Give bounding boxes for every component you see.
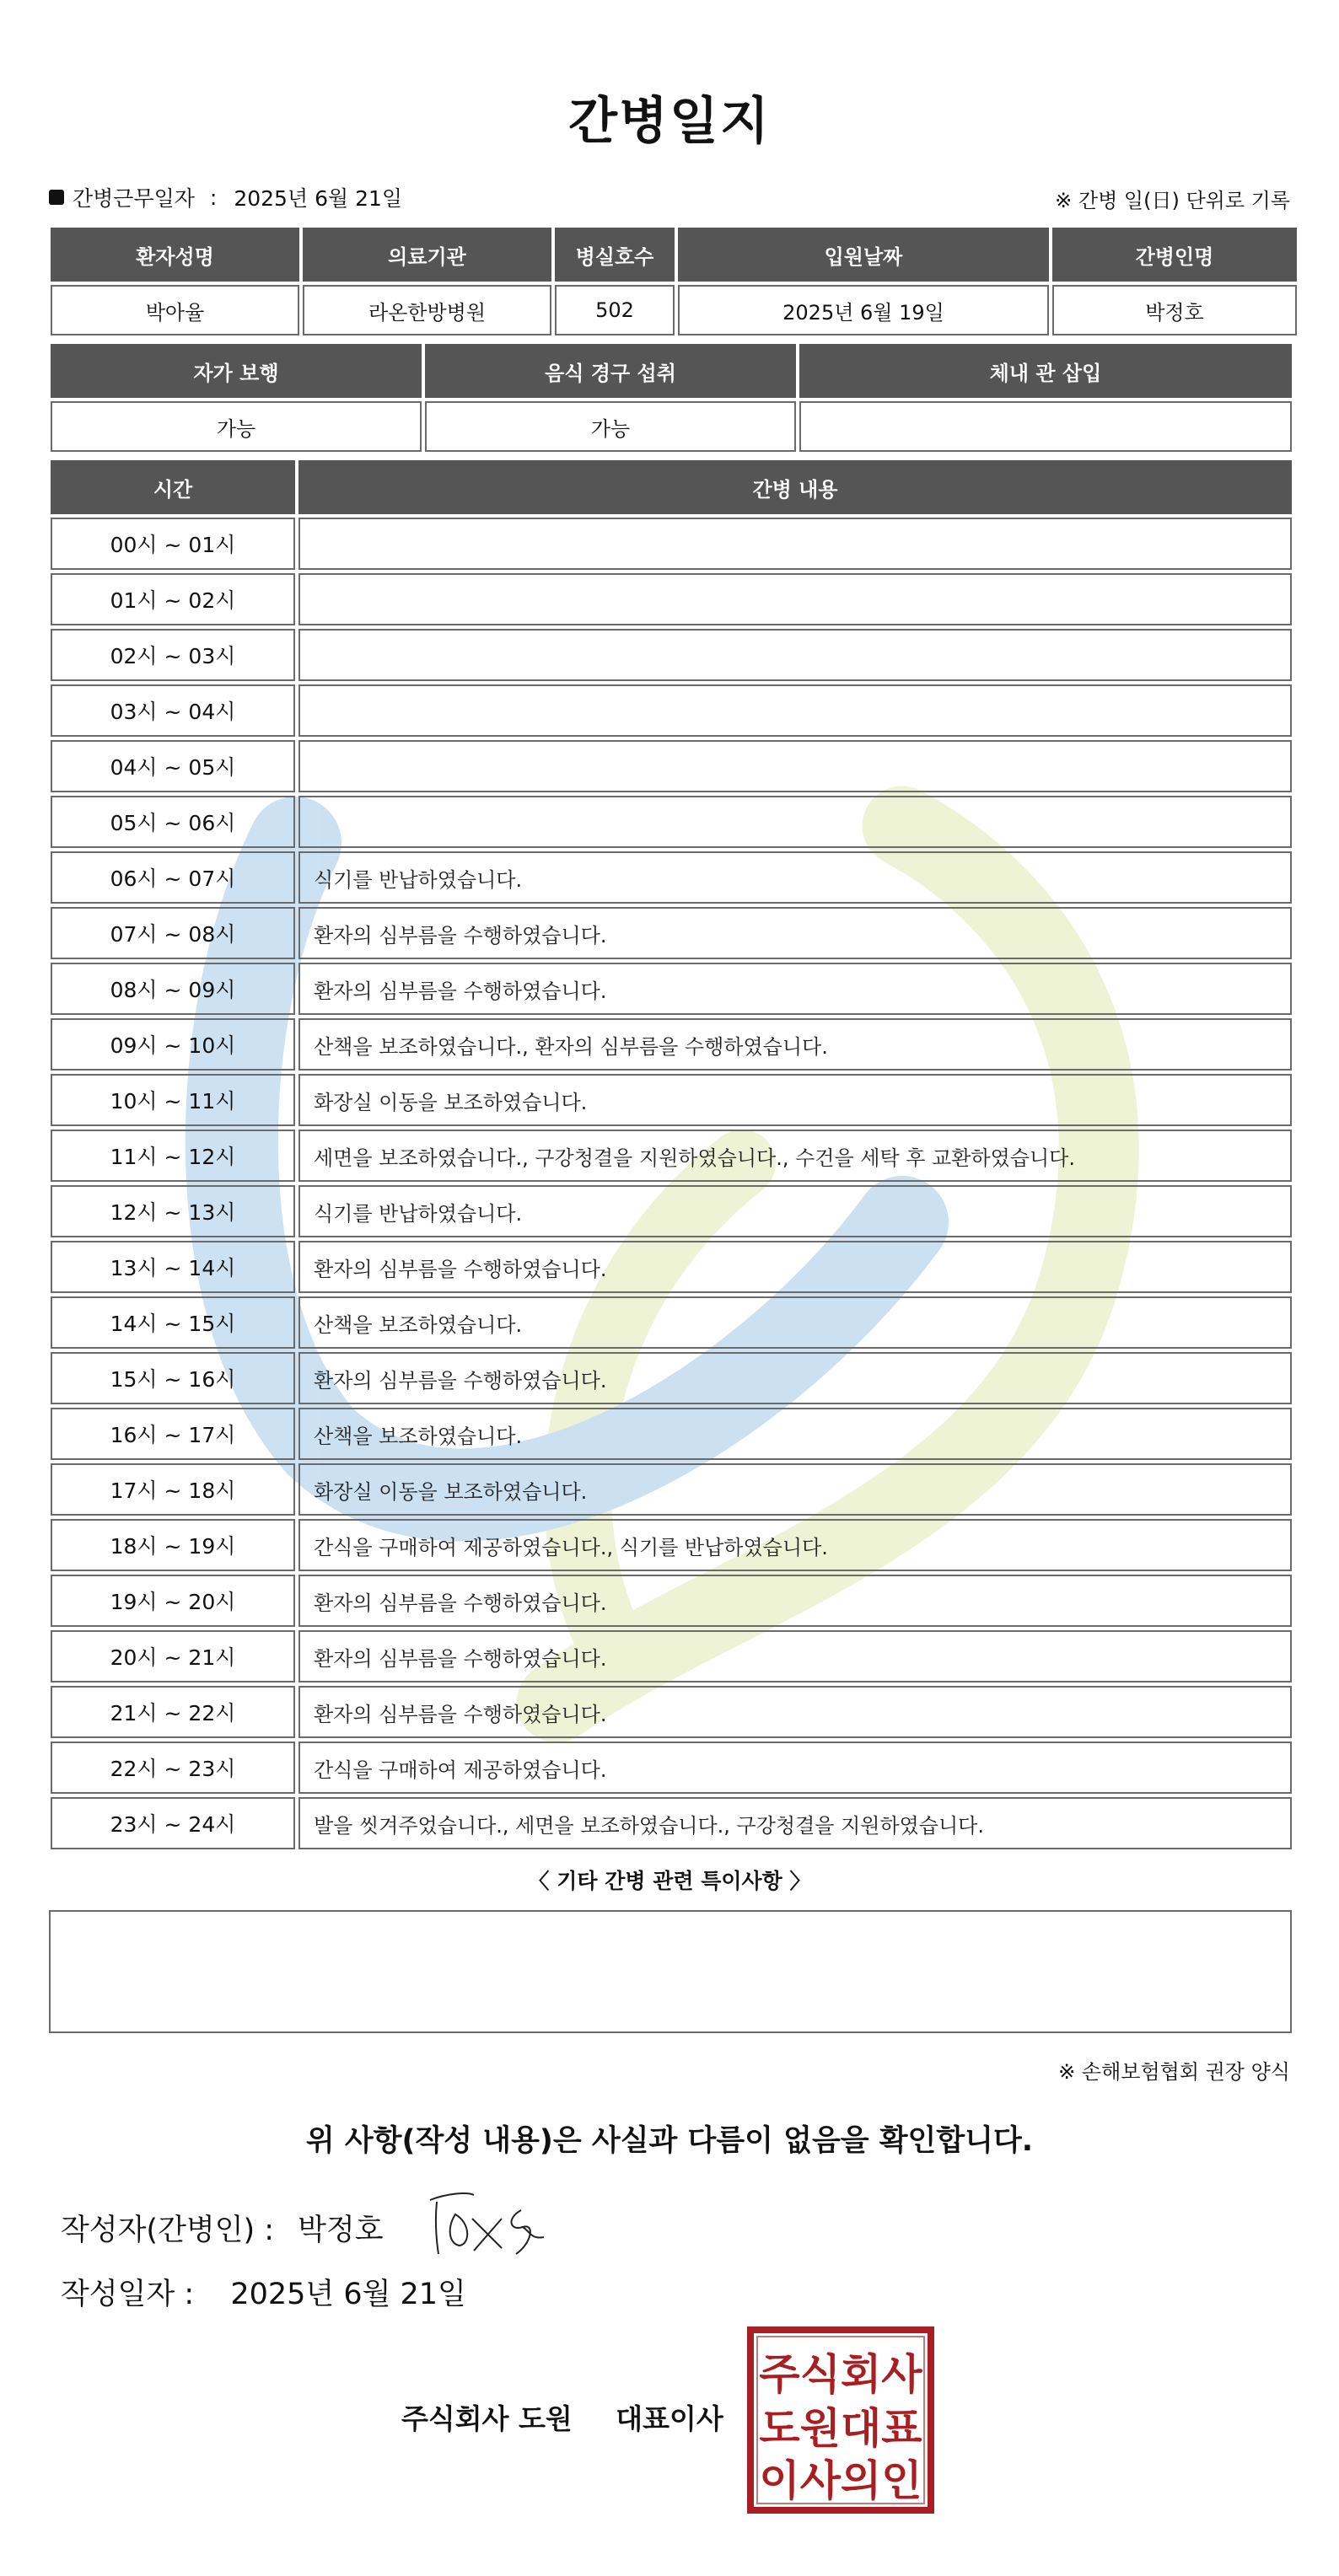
care-log-row bbox=[51, 518, 1292, 570]
care-content-cell bbox=[298, 629, 1292, 681]
time-slot-cell: 02시 ~ 03시 bbox=[51, 629, 295, 681]
care-content-cell: 산책을 보조하였습니다. bbox=[298, 1296, 1292, 1349]
tube-insertion-cell bbox=[799, 401, 1292, 452]
time-slot-cell: 08시 ~ 09시 bbox=[51, 963, 295, 1015]
care-log-row bbox=[51, 1296, 1292, 1349]
time-slot-cell: 00시 ~ 01시 bbox=[51, 518, 295, 570]
care-log-row bbox=[51, 1185, 1292, 1237]
written-date-line bbox=[61, 2271, 466, 2313]
care-content-cell: 식기를 반납하였습니다. bbox=[298, 1185, 1292, 1237]
care-log-row bbox=[51, 1130, 1292, 1182]
time-slot-cell: 04시 ~ 05시 bbox=[51, 740, 295, 792]
header-oral-intake: 음식 경구 섭취 bbox=[425, 344, 796, 398]
oral-intake-cell: 가능 bbox=[425, 401, 796, 452]
care-content-cell: 환자의 심부름을 수행하였습니다. bbox=[298, 1630, 1292, 1682]
care-content-cell: 화장실 이동을 보조하였습니다. bbox=[298, 1463, 1292, 1516]
care-log-row bbox=[51, 963, 1292, 1015]
care-log-row bbox=[51, 1630, 1292, 1682]
svg-text:이사의인: 이사의인 bbox=[759, 2456, 922, 2505]
time-slot-cell: 14시 ~ 15시 bbox=[51, 1296, 295, 1349]
care-log-row bbox=[51, 907, 1292, 959]
patient-info-table bbox=[47, 224, 1300, 339]
company-seal-stamp bbox=[745, 2325, 936, 2515]
room-number-cell: 502 bbox=[555, 285, 675, 335]
care-content-cell: 환자의 심부름을 수행하였습니다. bbox=[298, 1575, 1292, 1627]
care-log-row bbox=[51, 1686, 1292, 1738]
care-content-cell: 세면을 보조하였습니다., 구강청결을 지원하였습니다., 수건을 세탁 후 교환하였습니다. bbox=[298, 1130, 1292, 1182]
svg-text:도원대표: 도원대표 bbox=[759, 2404, 922, 2453]
care-log-row bbox=[51, 1074, 1292, 1126]
time-slot-cell: 10시 ~ 11시 bbox=[51, 1074, 295, 1126]
care-log-header-row bbox=[51, 460, 1292, 514]
care-log-row bbox=[51, 1408, 1292, 1460]
time-slot-cell: 18시 ~ 19시 bbox=[51, 1519, 295, 1571]
time-slot-cell: 16시 ~ 17시 bbox=[51, 1408, 295, 1460]
confirmation-statement: 위 사항(작성 내용)은 사실과 다름이 없음을 확인합니다. bbox=[305, 2124, 1034, 2158]
care-content-cell bbox=[298, 573, 1292, 625]
company-name: 주식회사 도원 bbox=[401, 2402, 573, 2435]
patient-name-cell: 박아율 bbox=[51, 285, 299, 335]
care-content-cell: 산책을 보조하였습니다., 환자의 심부름을 수행하였습니다. bbox=[298, 1018, 1292, 1071]
care-content-cell: 환자의 심부름을 수행하였습니다. bbox=[298, 907, 1292, 959]
header-patient-name: 환자성명 bbox=[51, 228, 299, 282]
care-content-cell: 화장실 이동을 보조하였습니다. bbox=[298, 1074, 1292, 1126]
time-slot-cell: 21시 ~ 22시 bbox=[51, 1686, 295, 1738]
time-slot-cell: 17시 ~ 18시 bbox=[51, 1463, 295, 1516]
care-content-cell: 발을 씻겨주었습니다., 세면을 보조하였습니다., 구강청결을 지원하였습니다. bbox=[298, 1797, 1292, 1849]
care-content-cell: 산책을 보조하였습니다. bbox=[298, 1408, 1292, 1460]
institution-cell: 라온한방병원 bbox=[303, 285, 551, 335]
care-log-row bbox=[51, 1797, 1292, 1849]
company-role: 대표이사 bbox=[616, 2402, 723, 2435]
care-content-cell: 간식을 구매하여 제공하였습니다. bbox=[298, 1741, 1292, 1794]
time-slot-cell: 11시 ~ 12시 bbox=[51, 1130, 295, 1182]
header-admission-date: 입원날짜 bbox=[678, 228, 1049, 282]
care-content-cell bbox=[298, 518, 1292, 570]
care-log-row bbox=[51, 1018, 1292, 1071]
header-caregiver-name: 간병인명 bbox=[1052, 228, 1297, 282]
work-date-label: 간병근무일자 bbox=[73, 186, 195, 211]
patient-info-value-row bbox=[51, 285, 1297, 335]
care-log-row bbox=[51, 1241, 1292, 1293]
care-log-row bbox=[51, 1741, 1292, 1794]
patient-status-value-row bbox=[51, 401, 1292, 452]
admission-date-cell: 2025년 6월 19일 bbox=[678, 285, 1049, 335]
time-slot-cell: 03시 ~ 04시 bbox=[51, 684, 295, 737]
care-log-row bbox=[51, 1519, 1292, 1571]
care-content-cell: 환자의 심부름을 수행하였습니다. bbox=[298, 963, 1292, 1015]
care-log-table bbox=[47, 457, 1295, 1853]
company-signatory bbox=[401, 2397, 723, 2437]
header-self-walking: 자가 보행 bbox=[51, 344, 422, 398]
patient-info-header-row bbox=[51, 228, 1297, 282]
work-date-line bbox=[49, 182, 402, 212]
time-slot-cell: 13시 ~ 14시 bbox=[51, 1241, 295, 1293]
care-log-row bbox=[51, 796, 1292, 848]
time-slot-cell: 06시 ~ 07시 bbox=[51, 851, 295, 904]
time-slot-cell: 12시 ~ 13시 bbox=[51, 1185, 295, 1237]
header-room-number: 병실호수 bbox=[555, 228, 675, 282]
special-notes-box bbox=[49, 1910, 1292, 2033]
care-content-cell: 간식을 구매하여 제공하였습니다., 식기를 반납하였습니다. bbox=[298, 1519, 1292, 1571]
care-content-cell: 환자의 심부름을 수행하였습니다. bbox=[298, 1241, 1292, 1293]
time-slot-cell: 20시 ~ 21시 bbox=[51, 1630, 295, 1682]
writer-name: 박정호 bbox=[298, 2214, 384, 2247]
care-content-cell: 식기를 반납하였습니다. bbox=[298, 851, 1292, 904]
care-log-row bbox=[51, 851, 1292, 904]
care-log-row bbox=[51, 1575, 1292, 1627]
association-note: ※ 손해보험협회 권장 양식 bbox=[1058, 2060, 1290, 2084]
work-date-colon: : bbox=[209, 185, 218, 210]
written-date-value: 2025년 6월 21일 bbox=[230, 2278, 466, 2311]
care-log-row bbox=[51, 1352, 1292, 1404]
time-slot-cell: 07시 ~ 08시 bbox=[51, 907, 295, 959]
care-content-cell bbox=[298, 796, 1292, 848]
patient-status-table bbox=[47, 341, 1295, 455]
time-slot-cell: 15시 ~ 16시 bbox=[51, 1352, 295, 1404]
header-tube-insertion: 체내 관 삽입 bbox=[799, 344, 1292, 398]
bullet-square-icon bbox=[49, 190, 64, 205]
time-slot-cell: 19시 ~ 20시 bbox=[51, 1575, 295, 1627]
care-log-row bbox=[51, 573, 1292, 625]
care-content-cell bbox=[298, 684, 1292, 737]
writer-label: 작성자(간병인) : bbox=[61, 2214, 275, 2247]
written-date-label: 작성일자 : bbox=[61, 2278, 195, 2311]
care-log-row bbox=[51, 740, 1292, 792]
time-slot-cell: 09시 ~ 10시 bbox=[51, 1018, 295, 1071]
page-title: 간병일지 bbox=[568, 92, 771, 151]
caregiver-name-cell: 박정호 bbox=[1052, 285, 1297, 335]
signature-image bbox=[422, 2185, 557, 2261]
care-content-cell: 환자의 심부름을 수행하였습니다. bbox=[298, 1686, 1292, 1738]
care-content-cell: 환자의 심부름을 수행하였습니다. bbox=[298, 1352, 1292, 1404]
care-log-row bbox=[51, 629, 1292, 681]
header-institution: 의료기관 bbox=[303, 228, 551, 282]
svg-text:주식회사: 주식회사 bbox=[759, 2350, 922, 2399]
care-log-row bbox=[51, 684, 1292, 737]
work-date-value: 2025년 6월 21일 bbox=[234, 186, 403, 211]
time-slot-cell: 23시 ~ 24시 bbox=[51, 1797, 295, 1849]
time-slot-cell: 22시 ~ 23시 bbox=[51, 1741, 295, 1794]
self-walking-cell: 가능 bbox=[51, 401, 422, 452]
patient-status-header-row bbox=[51, 344, 1292, 398]
record-unit-note: ※ 간병 일(日) 단위로 기록 bbox=[1055, 189, 1290, 212]
time-slot-cell: 05시 ~ 06시 bbox=[51, 796, 295, 848]
time-slot-cell: 01시 ~ 02시 bbox=[51, 573, 295, 625]
care-log-row bbox=[51, 1463, 1292, 1516]
header-care-content: 간병 내용 bbox=[298, 460, 1292, 514]
header-time: 시간 bbox=[51, 460, 295, 514]
writer-line bbox=[61, 2207, 384, 2249]
special-notes-title: 〈 기타 간병 관련 특이사항 〉 bbox=[528, 1869, 811, 1893]
care-content-cell bbox=[298, 740, 1292, 792]
